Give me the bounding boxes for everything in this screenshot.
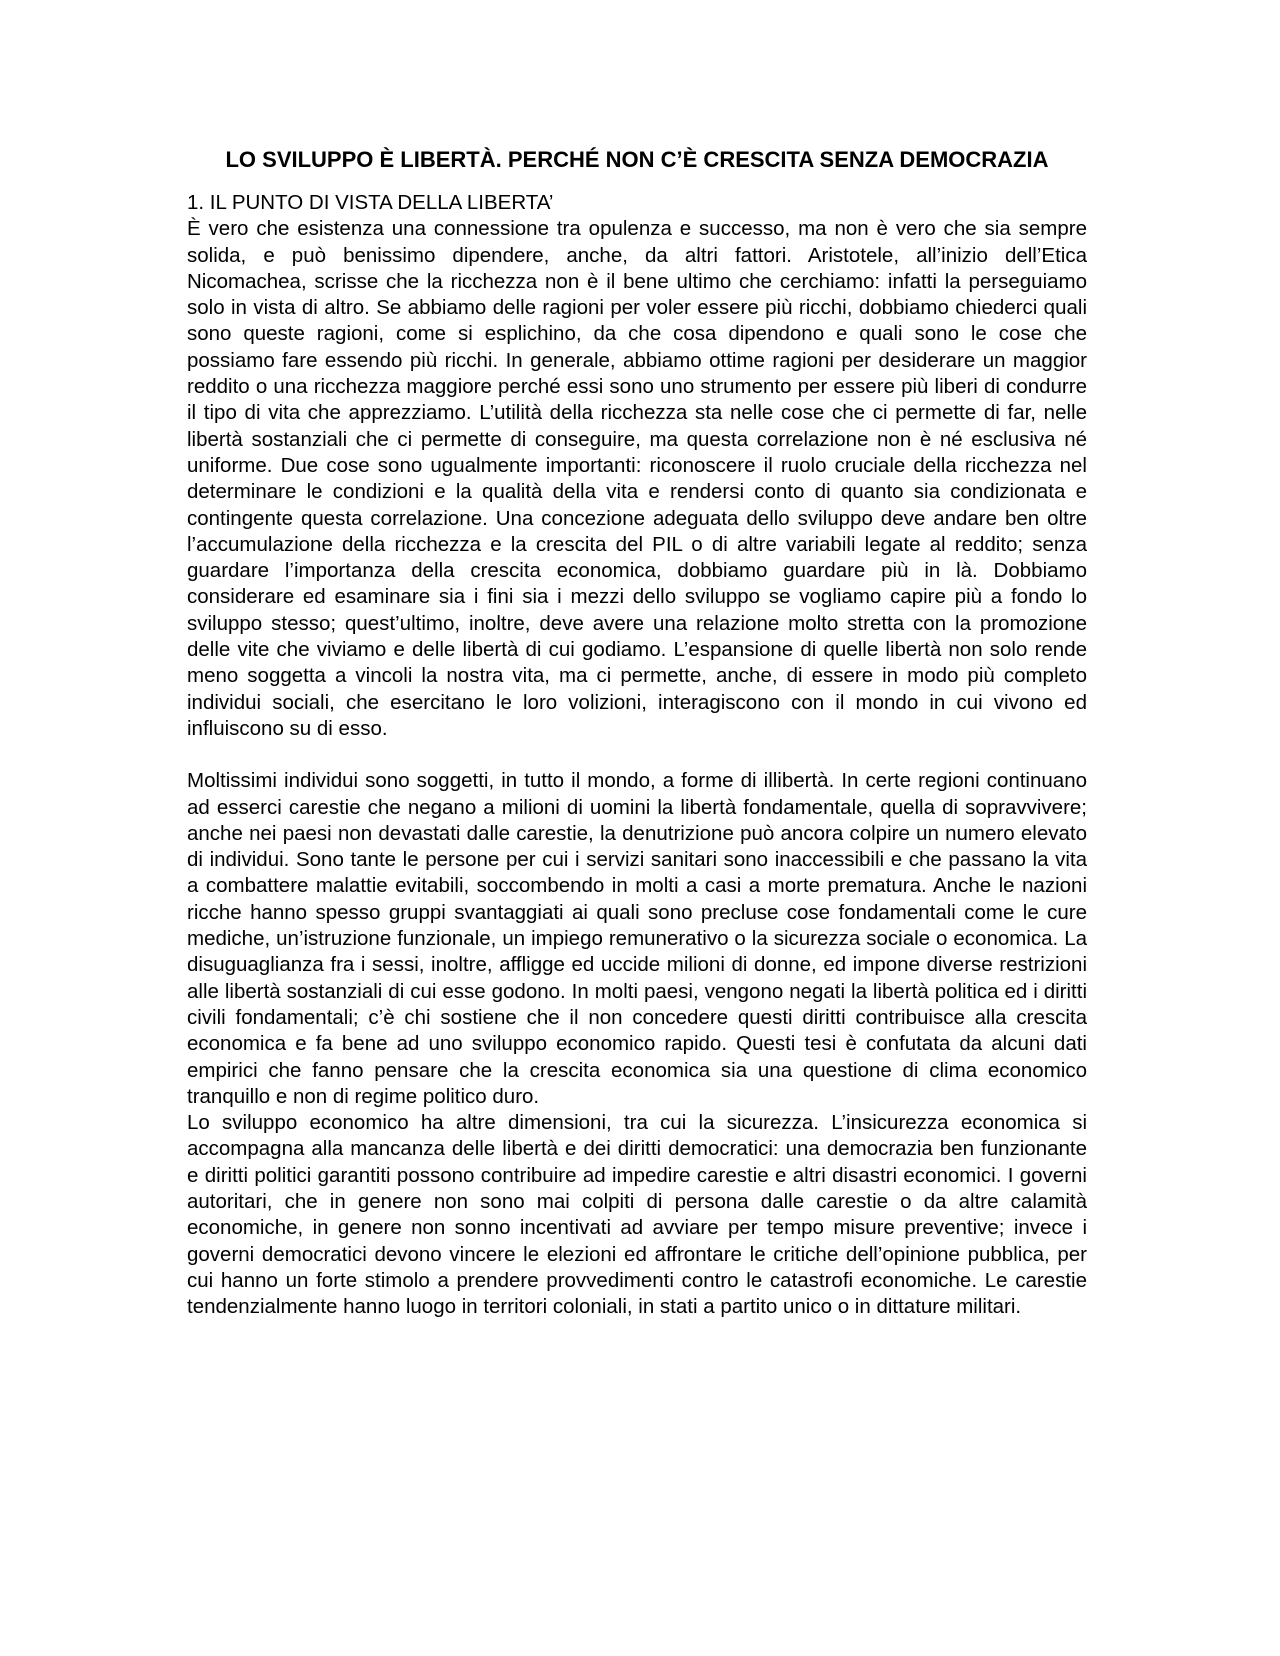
paragraph-3: Lo sviluppo economico ha altre dimensioni, tra cui la sicurezza. L’insicurezza economica si accompagna alla mancanza delle libertà e dei diritti democratici: una democrazia ben funzionante e diritti politici garantiti possono contribuire ad impedire carestie e altri disastri economici. I governi autoritari, che in genere non sono mai colpiti di persona dalle carestie o da altre calamità economiche, in genere non sonno incentivati ad avviare per tempo misure preventive; invece i governi democratici devono vincere le elezioni ed affrontare le critiche dell’opinione pubblica, per cui hanno un forte stimolo a prendere provvedimenti contro le catastrofi economiche. Le carestie tendenzialmente hanno luogo in territori coloniali, in stati a partito unico o in dittature militari. bbox=[187, 1111, 1087, 1319]
paragraph-2: Moltissimi individui sono soggetti, in tutto il mondo, a forme di illibertà. In certe regioni continuano ad esserci carestie che negano a milioni di uomini la libertà fondamentale, quella di sopravvivere; anche nei paesi non devastati dalle carestie, la denutrizione può ancora colpire un numero elevato di individui. Sono tante le persone per cui i servizi sanitari sono inaccessibili e che passano la vita a combattere malattie evitabili, soccombendo in molti a casi a morte prematura. Anche le nazioni ricche hanno spesso gruppi svantaggiati ai quali sono precluse cose fondamentali come le cure mediche, un’istruzione funzionale, un impiego remunerativo o la sicurezza sociale o economica. La disuguaglianza fra i sessi, inoltre, affligge ed uccide milioni di donne, ed impone diverse restrizioni alle libertà sostanziali di cui esse godono. In molti paesi, vengono negati la libertà politica ed i diritti civili fondamentali; c’è chi sostiene che il non concedere questi diritti contribuisce alla crescita economica e fa bene ad uno sviluppo economico rapido. Questi tesi è confutata da alcuni dati empirici che fanno pensare che la crescita economica sia una questione di clima economico tranquillo e non di regime politico duro. bbox=[187, 769, 1087, 1108]
paragraph-1: È vero che esistenza una connessione tra opulenza e successo, ma non è vero che sia sempre solida, e può benissimo dipendere, anche, da altri fattori. Aristotele, all’inizio dell’Etica Nicomachea, scrisse che la ricchezza non è il bene ultimo che cerchiamo: infatti la perseguiamo solo in vista di altro. Se abbiamo delle ragioni per voler essere più ricchi, dobbiamo chiederci quali sono queste ragioni, come si esplichino, da che cosa dipendono e quali sono le cose che possiamo fare essendo più ricchi. In generale, abbiamo ottime ragioni per desiderare un maggior reddito o una ricchezza maggiore perché essi sono uno strumento per essere più liberi di condurre il tipo di vita che apprezziamo. L’utilità della ricchezza sta nelle cose che ci permette di far, nelle libertà sostanziali che ci permette di conseguire, ma questa correlazione non è né esclusiva né uniforme. Due cose sono ugualmente importanti: riconoscere il ruolo cruciale della ricchezza nel determinare le condizioni e la qualità della vita e rendersi conto di quanto sia condizionata e contingente questa correlazione. Una concezione adeguata dello sviluppo deve andare ben oltre l’accumulazione della ricchezza e la crescita del PIL o di altre variabili legate al reddito; senza guardare l’importanza della crescita economica, dobbiamo guardare più in là. Dobbiamo considerare ed esaminare sia i fini sia i mezzi dello sviluppo se vogliamo capire più a fondo lo sviluppo stesso; quest’ultimo, inoltre, deve avere una relazione molto stretta con la promozione delle vite che viviamo e delle libertà di cui godiamo. L’espansione di quelle libertà non solo rende meno soggetta a vincoli la nostra vita, ma ci permette, anche, di essere in modo più completo individui sociali, che esercitano le loro volizioni, interagiscono con il mondo in cui vivono ed influiscono su di esso. bbox=[187, 217, 1087, 740]
document-page bbox=[187, 146, 1087, 1320]
document-title: LO SVILUPPO È LIBERTÀ. PERCHÉ NON C’È CRESCITA SENZA DEMOCRAZIA bbox=[225, 147, 1049, 172]
paragraph-spacer bbox=[187, 742, 1087, 768]
section-heading: 1. IL PUNTO DI VISTA DELLA LIBERTA’ bbox=[187, 191, 554, 214]
